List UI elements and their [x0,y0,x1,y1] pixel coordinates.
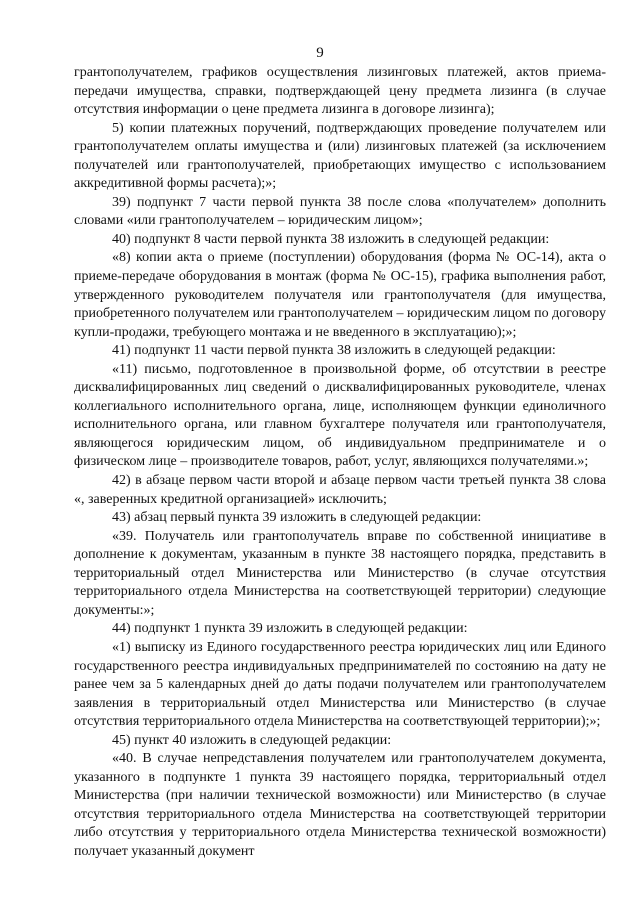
paragraph: «39. Получатель или грантополучатель вправе по собственной инициативе в дополнение к документам, указанным в пункте 38 настоящего порядка, представить в территориальный отдел Министерства или Министерство (в случае отсутствия территориального отдела Министерства на соответствующей территории) следующие документы:»; [74,528,606,618]
paragraph: 40) подпункт 8 части первой пункта 38 изложить в следующей редакции: [112,231,550,247]
paragraph: 5) копии платежных поручений, подтверждающих проведение получателем или грантополучателем оплаты имущества и (или) лизинговых платежей (за исключением получателей или грантополучателей, приобретающих имущество с использованием аккредитивной формы расчета);»; [74,120,606,192]
paragraph: 42) в абзаце первом части второй и абзаце первом части третьей пункта 38 слова «, заверенных кредитной организацией» исключить; [74,473,606,507]
paragraph: 41) подпункт 11 части первой пункта 38 изложить в следующей редакции: [112,343,556,359]
paragraph: 39) подпункт 7 части первой пункта 38 после слова «получателем» дополнить словами «или грантополучателем – юридическим лицом»; [74,194,606,229]
paragraph: грантополучателем, графиков осуществления лизинговых платежей, актов приема-передачи имущества, справки, подтверждающей цену предмета лизинга (в случае отсутствия информации о цене предмета лизинга в договоре лизинга); [74,65,606,118]
paragraph: «8) копии акта о приеме (поступлении) оборудования (форма № ОС-14), акта о приеме-передаче оборудования в монтаж (форма № ОС-15), графика выполнения работ, утвержденного руководителем получателя или грантополучателя (для имущества, приобретенного получателем или грантополучателем – юридическим лицом по договору купли-продажи, требующего монтажа и не введенного в эксплуатацию);»; [74,250,606,340]
paragraph: «11) письмо, подготовленное в произвольной форме, об отсутствии в реестре дисквалифицированных лиц сведений о дисквалифицированных руководителе, членах коллегиального исполнительного органа, лице, исполняющем функции единоличного исполнительного органа, или главном бухгалтере получателя или грантополучателя, являющегося юридическим лицом, об индивидуальном предпринимателе и о физическом лице – производителе товаров, работ, услуг, являющихся получателями.»; [74,361,606,470]
document-body [74,64,606,862]
paragraph: «40. В случае непредставления получателем или грантополучателем документа, указанного в подпункте 1 пункта 39 настоящего порядка, территориальный отдел Министерства (при наличии технической возможности) или Министерство (в случае отсутствия территориального отдела Министерства на соответствующей территории либо отсутствия у территориального отдела Министерства технической возможности) получает указанный документ [74,751,606,859]
paragraph: 45) пункт 40 изложить в следующей редакции: [112,732,392,748]
page-number: 9 [316,45,324,61]
paragraph: «1) выписку из Единого государственного реестра юридических лиц или Единого государственного реестра индивидуальных предпринимателей по состоянию на дату не ранее чем за 5 календарных дней до даты подачи получателем или грантополучателем заявления в территориальный отдел Министерства или Министерство (в случае отсутствия территориального отдела Министерства на соответствующей территории);»; [74,639,606,730]
paragraph: 43) абзац первый пункта 39 изложить в следующей редакции: [112,510,482,526]
paragraph: 44) подпункт 1 пункта 39 изложить в следующей редакции: [112,621,468,637]
